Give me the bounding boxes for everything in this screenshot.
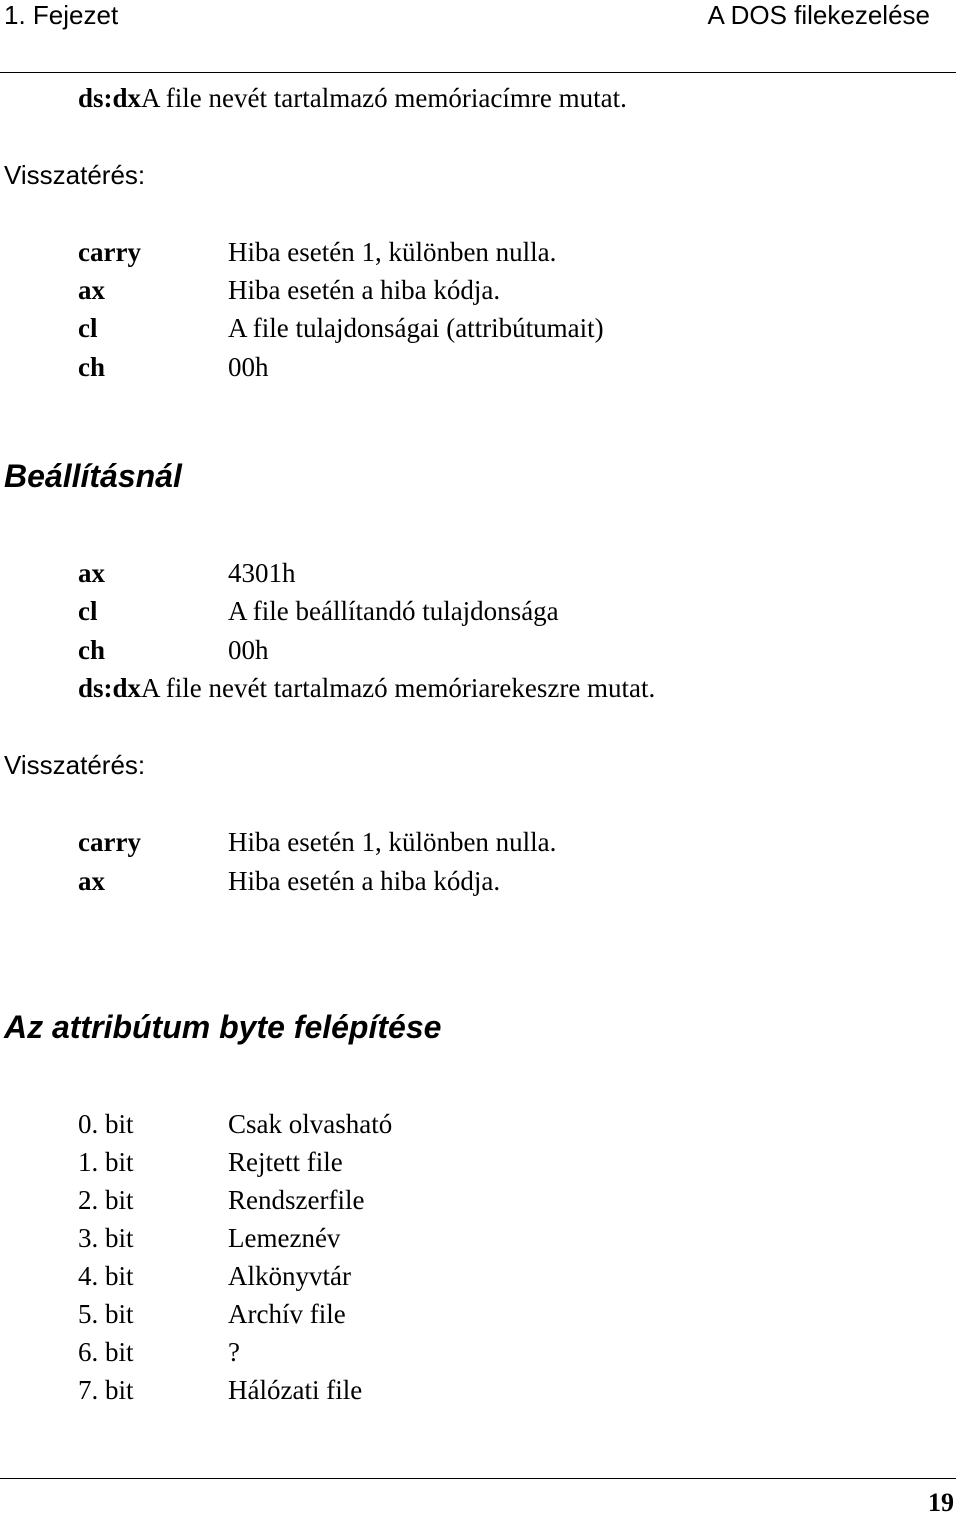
bit-index: 2. bit	[78, 1185, 134, 1215]
register-description: 4301h	[228, 558, 296, 588]
register-description: Hiba esetén a hiba kódja.	[228, 866, 501, 896]
register-name: ax	[78, 558, 105, 588]
register-name: cl	[78, 596, 98, 626]
bit-description: Rejtett file	[228, 1147, 343, 1177]
param-row-dsdx	[78, 82, 627, 114]
bit-description: Lemeznév	[228, 1223, 341, 1253]
register-description: Hiba esetén a hiba kódja.	[228, 275, 501, 305]
chapter-label: 1. Fejezet	[4, 0, 119, 30]
register-description: A file nevét tartalmazó memóriarekeszre mutat.	[141, 673, 656, 703]
bit-description: Rendszerfile	[228, 1185, 365, 1215]
bit-index: 5. bit	[78, 1299, 134, 1329]
bit-index: 4. bit	[78, 1261, 134, 1291]
register-name: ax	[78, 866, 105, 896]
bit-index: 6. bit	[78, 1337, 134, 1367]
register-description: Hiba esetén 1, különben nulla.	[228, 827, 557, 857]
return-label: Visszatérés:	[4, 160, 146, 190]
bit-description: Hálózati file	[228, 1375, 363, 1405]
bit-description: Archív file	[228, 1299, 346, 1329]
register-name: carry	[78, 237, 141, 267]
page-number: 19	[928, 1488, 954, 1517]
register-description: A file nevét tartalmazó memóriacímre mutat.	[141, 83, 627, 113]
register-description: A file beállítandó tulajdonsága	[228, 596, 559, 626]
register-name: ch	[78, 352, 105, 382]
bit-description: Alkönyvtár	[228, 1261, 351, 1291]
bit-index: 1. bit	[78, 1147, 134, 1177]
bit-description: Csak olvasható	[228, 1109, 393, 1139]
register-name: ax	[78, 275, 105, 305]
register-name: ch	[78, 635, 105, 665]
register-name: ds:dx	[78, 83, 142, 113]
section-heading-set: Beállításnál	[4, 458, 182, 494]
bit-index: 3. bit	[78, 1223, 134, 1253]
footer-rule	[0, 1478, 956, 1479]
register-description: A file tulajdonságai (attribútumait)	[228, 313, 604, 343]
register-name: carry	[78, 827, 141, 857]
register-name: ds:dx	[78, 673, 142, 703]
register-description: 00h	[228, 352, 269, 382]
bit-index: 0. bit	[78, 1109, 134, 1139]
bit-index: 7. bit	[78, 1375, 134, 1405]
register-name: cl	[78, 313, 98, 343]
header-rule	[0, 72, 956, 73]
bit-description: ?	[228, 1337, 240, 1367]
register-description: Hiba esetén 1, különben nulla.	[228, 237, 557, 267]
return-label: Visszatérés:	[4, 750, 146, 780]
register-description: 00h	[228, 635, 269, 665]
param-row-dsdx	[78, 672, 655, 704]
section-heading-attr: Az attribútum byte felépítése	[4, 1009, 442, 1045]
chapter-title: A DOS filekezelése	[707, 0, 930, 30]
